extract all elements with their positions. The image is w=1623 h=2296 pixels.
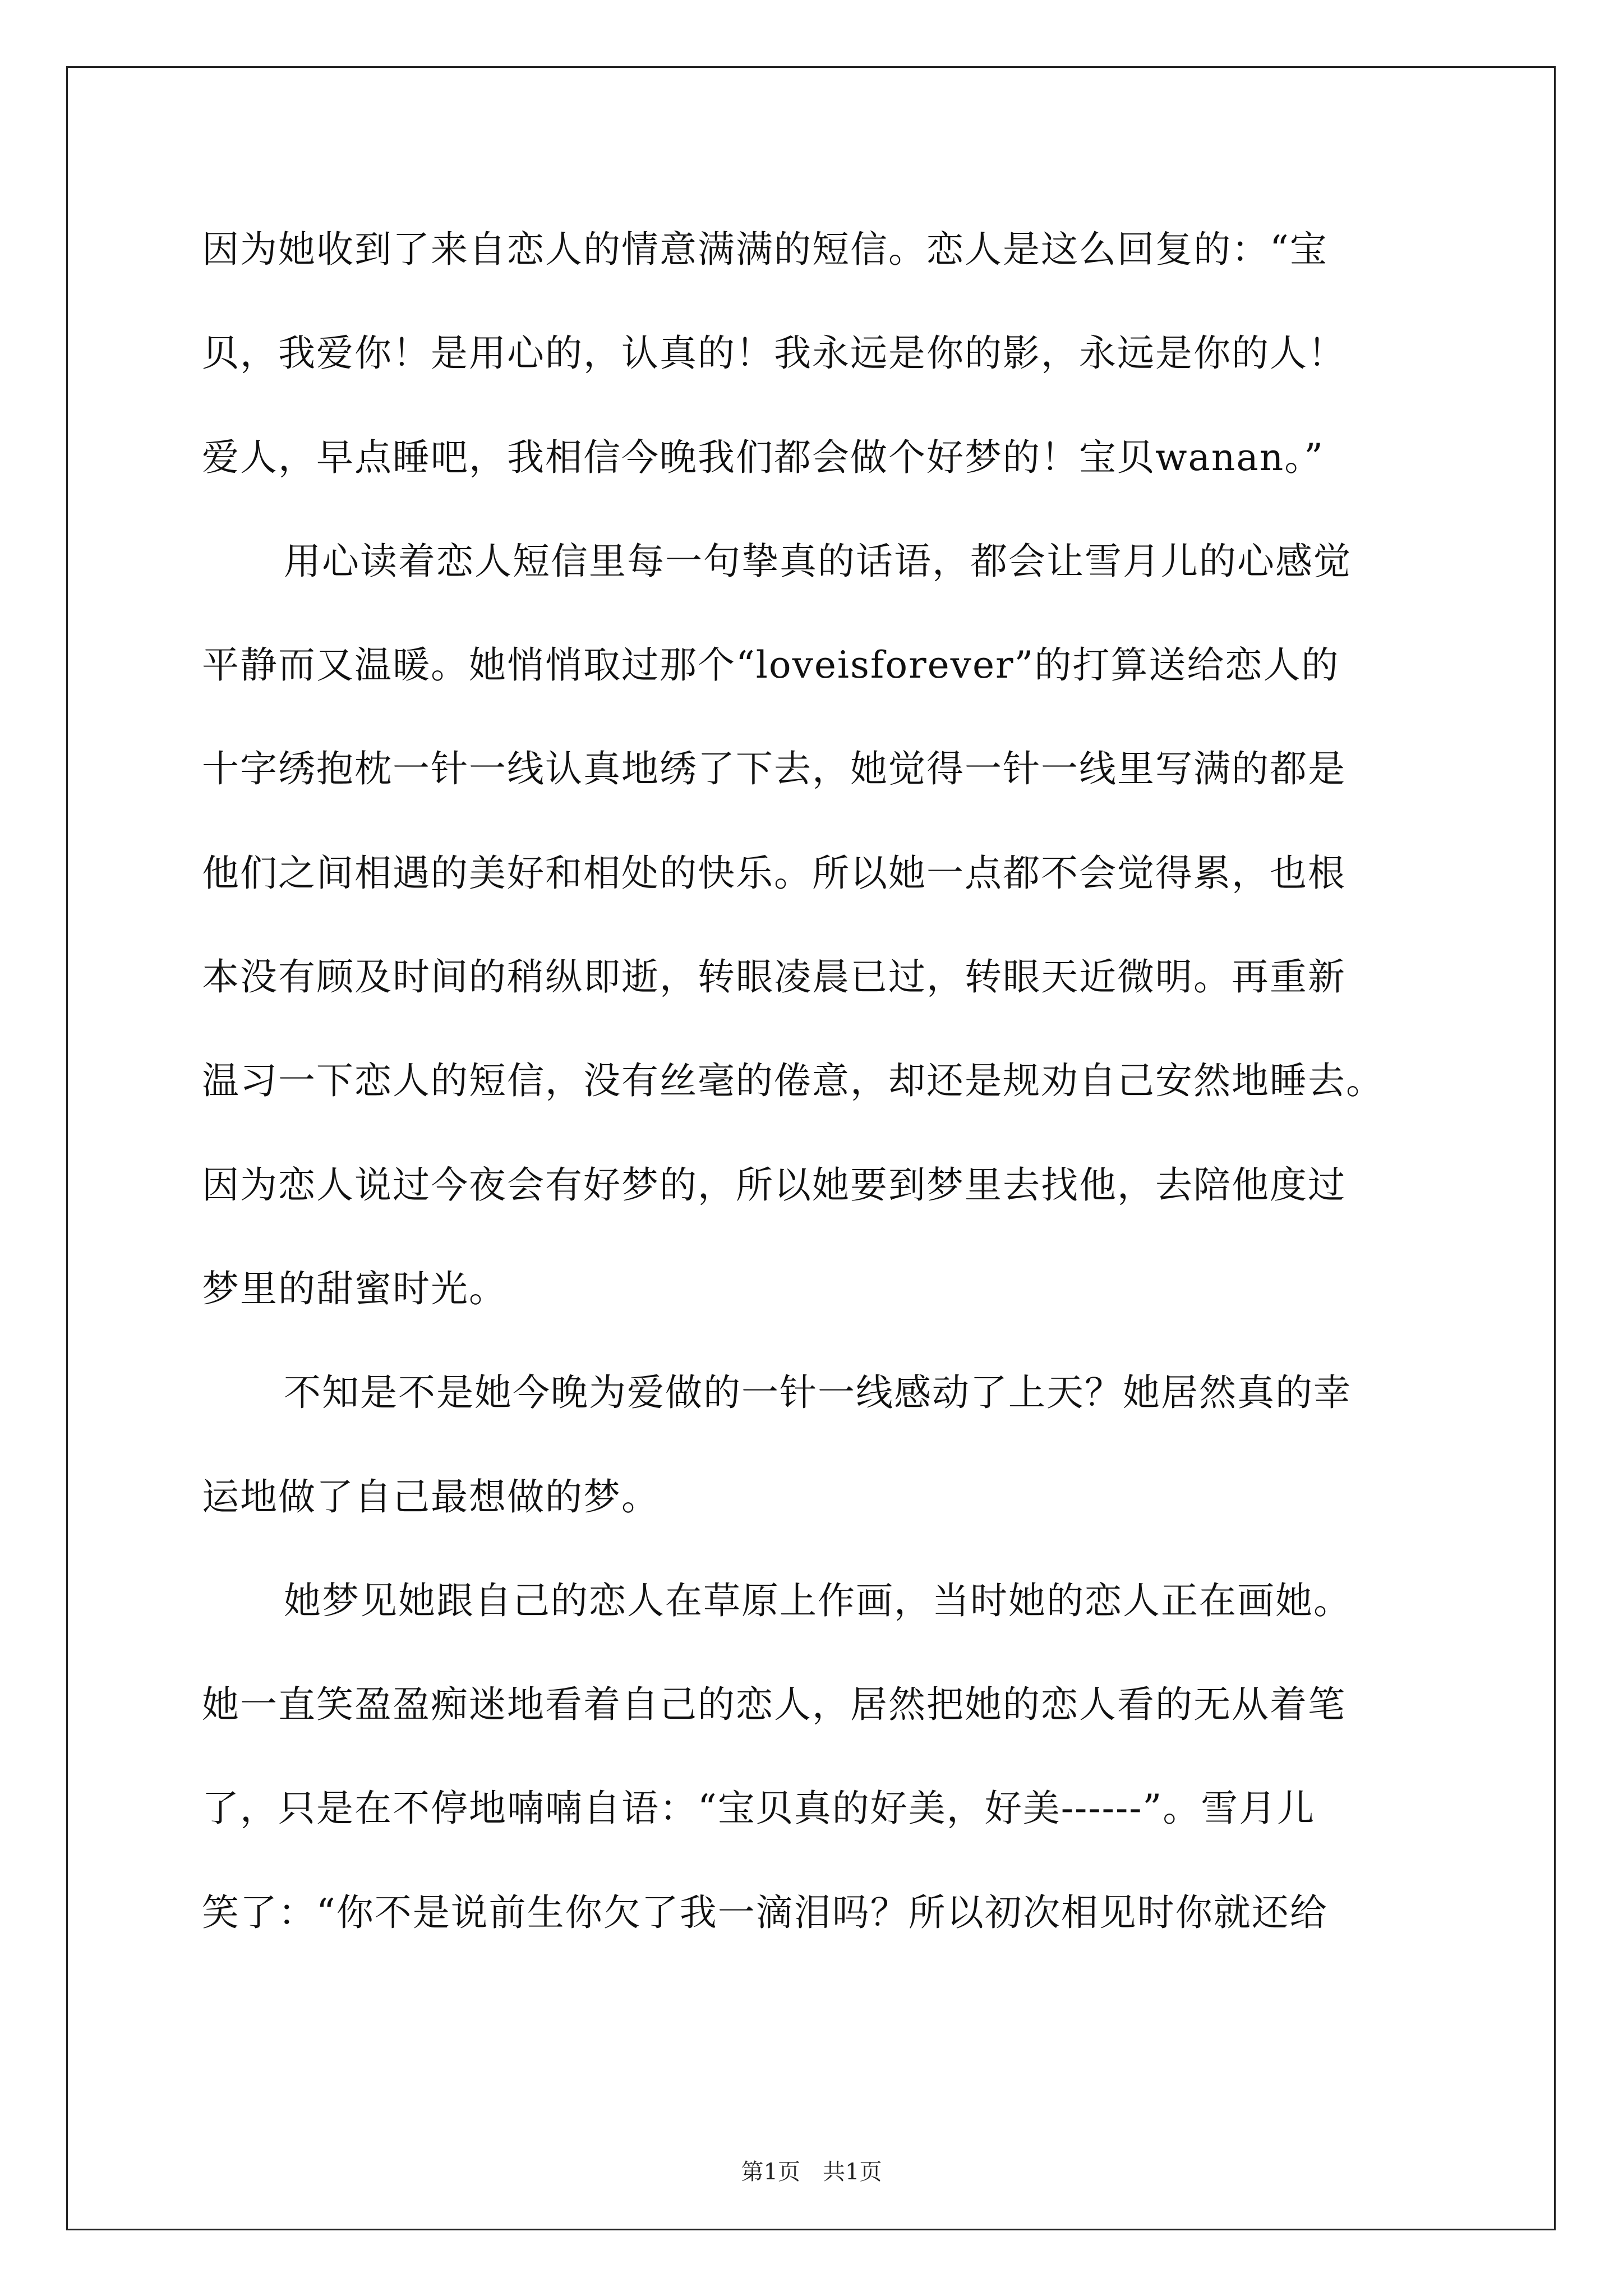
text-line: 她一直笑盈盈痴迷地看着自己的恋人，居然把她的恋人看的无从着笔 (202, 1683, 1346, 1727)
document-body (202, 222, 1430, 1989)
text-line: 因为恋人说过今夜会有好梦的，所以她要到梦里去找他，去陪他度过 (202, 1163, 1346, 1207)
text-line: 爱人，早点睡吧，我相信今晚我们都会做个好梦的！宝贝wanan。” (202, 435, 1324, 479)
paragraph-first-line: 用心读着恋人短信里每一句挚真的话语，都会让雪月儿的心感觉 (284, 539, 1352, 583)
text-line: 笑了：“你不是说前生你欠了我一滴泪吗？所以初次相见时你就还给 (202, 1890, 1328, 1934)
text-line: 贝，我爱你！是用心的，认真的！我永远是你的影，永远是你的人！ (202, 332, 1346, 375)
text-line: 了，只是在不停地喃喃自语：“宝贝真的好美，好美------”。雪月儿 (202, 1787, 1316, 1830)
page-number-footer: 第1页 共1页 (741, 2159, 882, 2185)
text-line: 十字绣抱枕一针一线认真地绣了下去，她觉得一针一线里写满的都是 (202, 747, 1346, 791)
text-line: 梦里的甜蜜时光。 (202, 1267, 507, 1310)
text-line: 运地做了自己最想做的梦。 (202, 1475, 660, 1519)
text-line: 他们之间相遇的美好和相处的快乐。所以她一点都不会觉得累，也根 (202, 851, 1346, 895)
text-line: 温习一下恋人的短信，没有丝毫的倦意，却还是规劝自己安然地睡去。 (202, 1059, 1384, 1103)
text-line: 本没有顾及时间的稍纵即逝，转眼凌晨已过，转眼天近微明。再重新 (202, 955, 1346, 999)
paragraph-first-line: 不知是不是她今晚为爱做的一针一线感动了上天？她居然真的幸 (284, 1371, 1352, 1415)
text-line: 因为她收到了来自恋人的情意满满的短信。恋人是这么回复的：“宝 (202, 228, 1328, 271)
text-line: 平静而又温暖。她悄悄取过那个“loveisforever”的打算送给恋人的 (202, 643, 1340, 687)
paragraph-first-line: 她梦见她跟自己的恋人在草原上作画，当时她的恋人正在画她。 (284, 1579, 1352, 1622)
